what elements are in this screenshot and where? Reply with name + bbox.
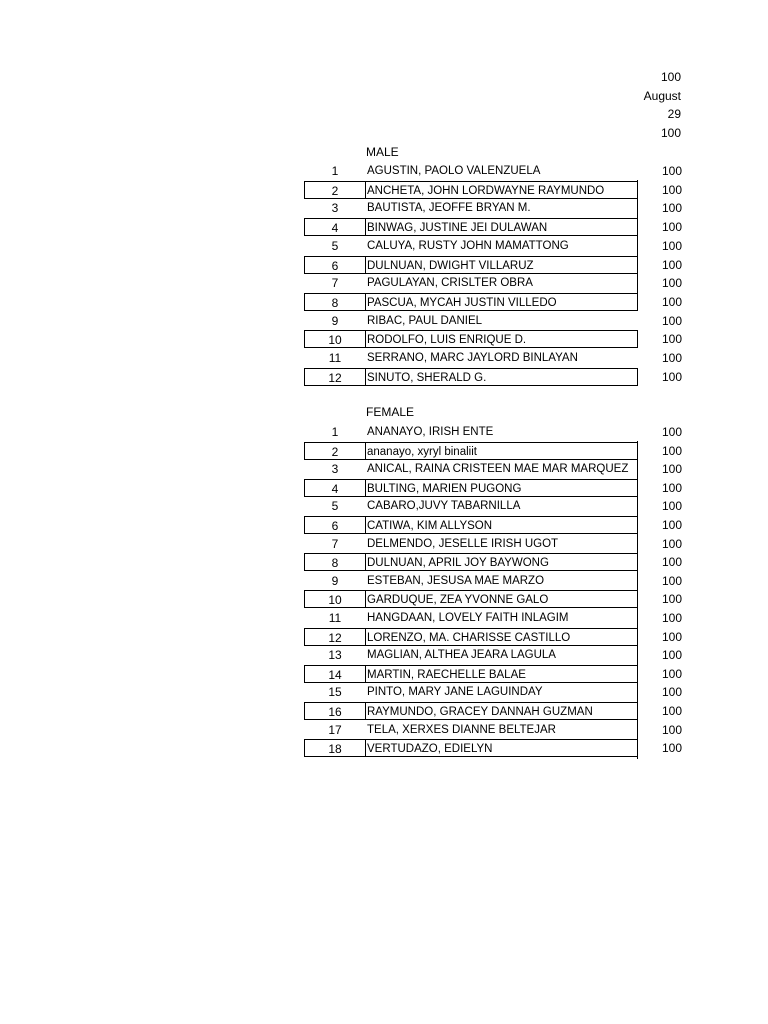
table-row	[304, 181, 682, 199]
student-name: RODOLFO, LUIS ENRIQUE D.	[366, 330, 638, 348]
row-number: 9	[331, 313, 339, 328]
student-name: CABARO,JUVY TABARNILLA	[367, 500, 521, 513]
table-row	[304, 646, 682, 664]
table-row	[304, 460, 682, 478]
table-row	[304, 721, 682, 739]
table-row	[304, 665, 682, 683]
student-name: TELA, XERXES DIANNE BELTEJAR	[367, 723, 556, 736]
row-number: 4	[304, 218, 366, 236]
row-number: 7	[331, 276, 339, 291]
header-month: August	[643, 89, 681, 103]
table-row	[304, 293, 682, 311]
table-row	[304, 609, 682, 627]
table-row	[304, 368, 682, 386]
row-number: 8	[304, 553, 366, 571]
student-name: CALUYA, RUSTY JOHN MAMATTONG	[367, 239, 569, 252]
student-name: VERTUDAZO, EDIELYN	[366, 739, 638, 757]
row-number: 14	[304, 665, 366, 683]
score-cell: 100	[661, 518, 682, 532]
score-cell: 100	[661, 592, 682, 607]
table-row	[304, 218, 682, 236]
row-number: 12	[304, 368, 366, 386]
row-number: 3	[331, 201, 339, 216]
student-name: MARTIN, RAECHELLE BALAE	[366, 665, 638, 683]
score-cell: 100	[661, 369, 682, 384]
student-name: ANANAYO, IRISH ENTE	[367, 426, 494, 438]
score-cell: 100	[661, 257, 682, 272]
student-name: SERRANO, MARC JAYLORD BINLAYAN	[367, 352, 578, 364]
row-number: 13	[328, 648, 342, 663]
score-cell: 100	[661, 182, 682, 197]
row-number: 1	[331, 164, 339, 178]
score-cell: 100	[661, 313, 682, 328]
score-cell: 100	[661, 648, 682, 663]
student-name: PINTO, MARY JANE LAGUINDAY	[367, 686, 543, 699]
row-number: 9	[331, 573, 339, 588]
table-row	[304, 274, 682, 292]
row-number: 1	[331, 425, 339, 439]
student-name: PAGULAYAN, CRISLTER OBRA	[367, 277, 533, 290]
table-row	[304, 590, 682, 608]
student-name: RIBAC, PAUL DANIEL	[367, 314, 483, 327]
row-number: 11	[328, 351, 342, 365]
row-number: 6	[304, 516, 366, 534]
row-number: 17	[328, 722, 342, 737]
row-number: 2	[304, 181, 366, 199]
student-name: BULTING, MARIEN PUGONG	[366, 479, 638, 497]
table-row	[304, 199, 682, 217]
score-cell: 100	[661, 666, 682, 681]
student-name: MAGLIAN, ALTHEA JEARA LAGULA	[367, 649, 556, 662]
score-cell: 100	[661, 164, 682, 178]
score-cell: 100	[661, 351, 682, 365]
score-cell: 100	[661, 201, 682, 216]
student-name: ESTEBAN, JESUSA MAE MARZO	[367, 574, 545, 587]
table-row	[304, 516, 682, 534]
student-name: ananayo, xyryl binaliit	[366, 442, 638, 460]
table-row	[304, 349, 682, 367]
score-cell: 100	[661, 332, 682, 347]
score-cell: 100	[661, 741, 682, 756]
row-number: 12	[304, 628, 366, 646]
score-cell: 100	[661, 536, 682, 551]
student-name: SINUTO, SHERALD G.	[366, 368, 638, 386]
table-row	[304, 479, 682, 497]
table-border-line	[637, 180, 638, 294]
header-day: 29	[667, 107, 681, 121]
table-row	[304, 423, 682, 441]
row-number: 5	[331, 238, 339, 253]
row-number: 6	[304, 256, 366, 274]
table-row	[304, 330, 682, 348]
score-cell: 100	[661, 573, 682, 588]
header-total: 100	[660, 70, 681, 84]
row-number: 16	[304, 702, 366, 720]
table-row	[304, 237, 682, 255]
row-number: 2	[304, 442, 366, 460]
score-cell: 100	[661, 499, 682, 514]
row-number: 7	[331, 536, 339, 551]
student-name: RAYMUNDO, GRACEY DANNAH GUZMAN	[366, 702, 638, 720]
row-number: 8	[304, 293, 366, 311]
score-cell: 100	[661, 685, 682, 700]
row-number: 5	[331, 499, 339, 514]
table-row	[304, 702, 682, 720]
score-cell: 100	[661, 443, 682, 458]
student-name: BINWAG, JUSTINE JEI DULAWAN	[366, 218, 638, 236]
student-name: BAUTISTA, JEOFFE BRYAN M.	[367, 202, 531, 215]
student-name: ANICAL, RAINA CRISTEEN MAE MAR MARQUEZ	[367, 463, 629, 476]
header-max-score: 100	[660, 126, 681, 140]
score-cell: 100	[661, 462, 682, 477]
student-name: DELMENDO, JESELLE IRISH UGOT	[367, 537, 559, 550]
score-cell: 100	[661, 629, 682, 644]
score-cell: 100	[661, 294, 682, 309]
table-row	[304, 572, 682, 590]
table-row	[304, 739, 682, 757]
table-border-line	[637, 441, 638, 759]
table-row	[304, 683, 682, 701]
row-number: 10	[304, 330, 366, 348]
table-row	[304, 553, 682, 571]
row-number: 3	[331, 462, 339, 477]
row-number: 18	[304, 739, 366, 757]
score-cell: 100	[661, 722, 682, 737]
table-row	[304, 497, 682, 515]
female-section-label: FEMALE	[366, 405, 415, 419]
table-row	[304, 162, 682, 180]
score-cell: 100	[661, 238, 682, 253]
student-name: ANCHETA, JOHN LORDWAYNE RAYMUNDO	[366, 181, 638, 199]
row-number: 15	[328, 685, 342, 700]
student-name: GARDUQUE, ZEA YVONNE GALO	[366, 590, 638, 608]
score-cell: 100	[661, 425, 682, 439]
table-row	[304, 256, 682, 274]
row-number: 10	[304, 590, 366, 608]
score-cell: 100	[661, 704, 682, 718]
score-cell: 100	[661, 555, 682, 570]
student-name: HANGDAAN, LOVELY FAITH INLAGIM	[367, 612, 569, 624]
table-row	[304, 442, 682, 460]
row-number: 4	[304, 479, 366, 497]
male-section-label: MALE	[366, 145, 399, 159]
row-number: 11	[328, 611, 342, 625]
student-name: AGUSTIN, PAOLO VALENZUELA	[367, 165, 541, 177]
table-row	[304, 535, 682, 553]
student-name: PASCUA, MYCAH JUSTIN VILLEDO	[366, 293, 638, 311]
score-cell: 100	[661, 220, 682, 235]
student-name: LORENZO, MA. CHARISSE CASTILLO	[366, 628, 638, 646]
score-cell: 100	[661, 611, 682, 625]
student-name: DULNUAN, DWIGHT VILLARUZ	[366, 256, 638, 274]
score-cell: 100	[661, 276, 682, 291]
student-name: CATIWA, KIM ALLYSON	[366, 516, 638, 534]
table-row	[304, 312, 682, 330]
student-name: DULNUAN, APRIL JOY BAYWONG	[366, 553, 638, 571]
score-cell: 100	[661, 480, 682, 495]
table-row	[304, 628, 682, 646]
